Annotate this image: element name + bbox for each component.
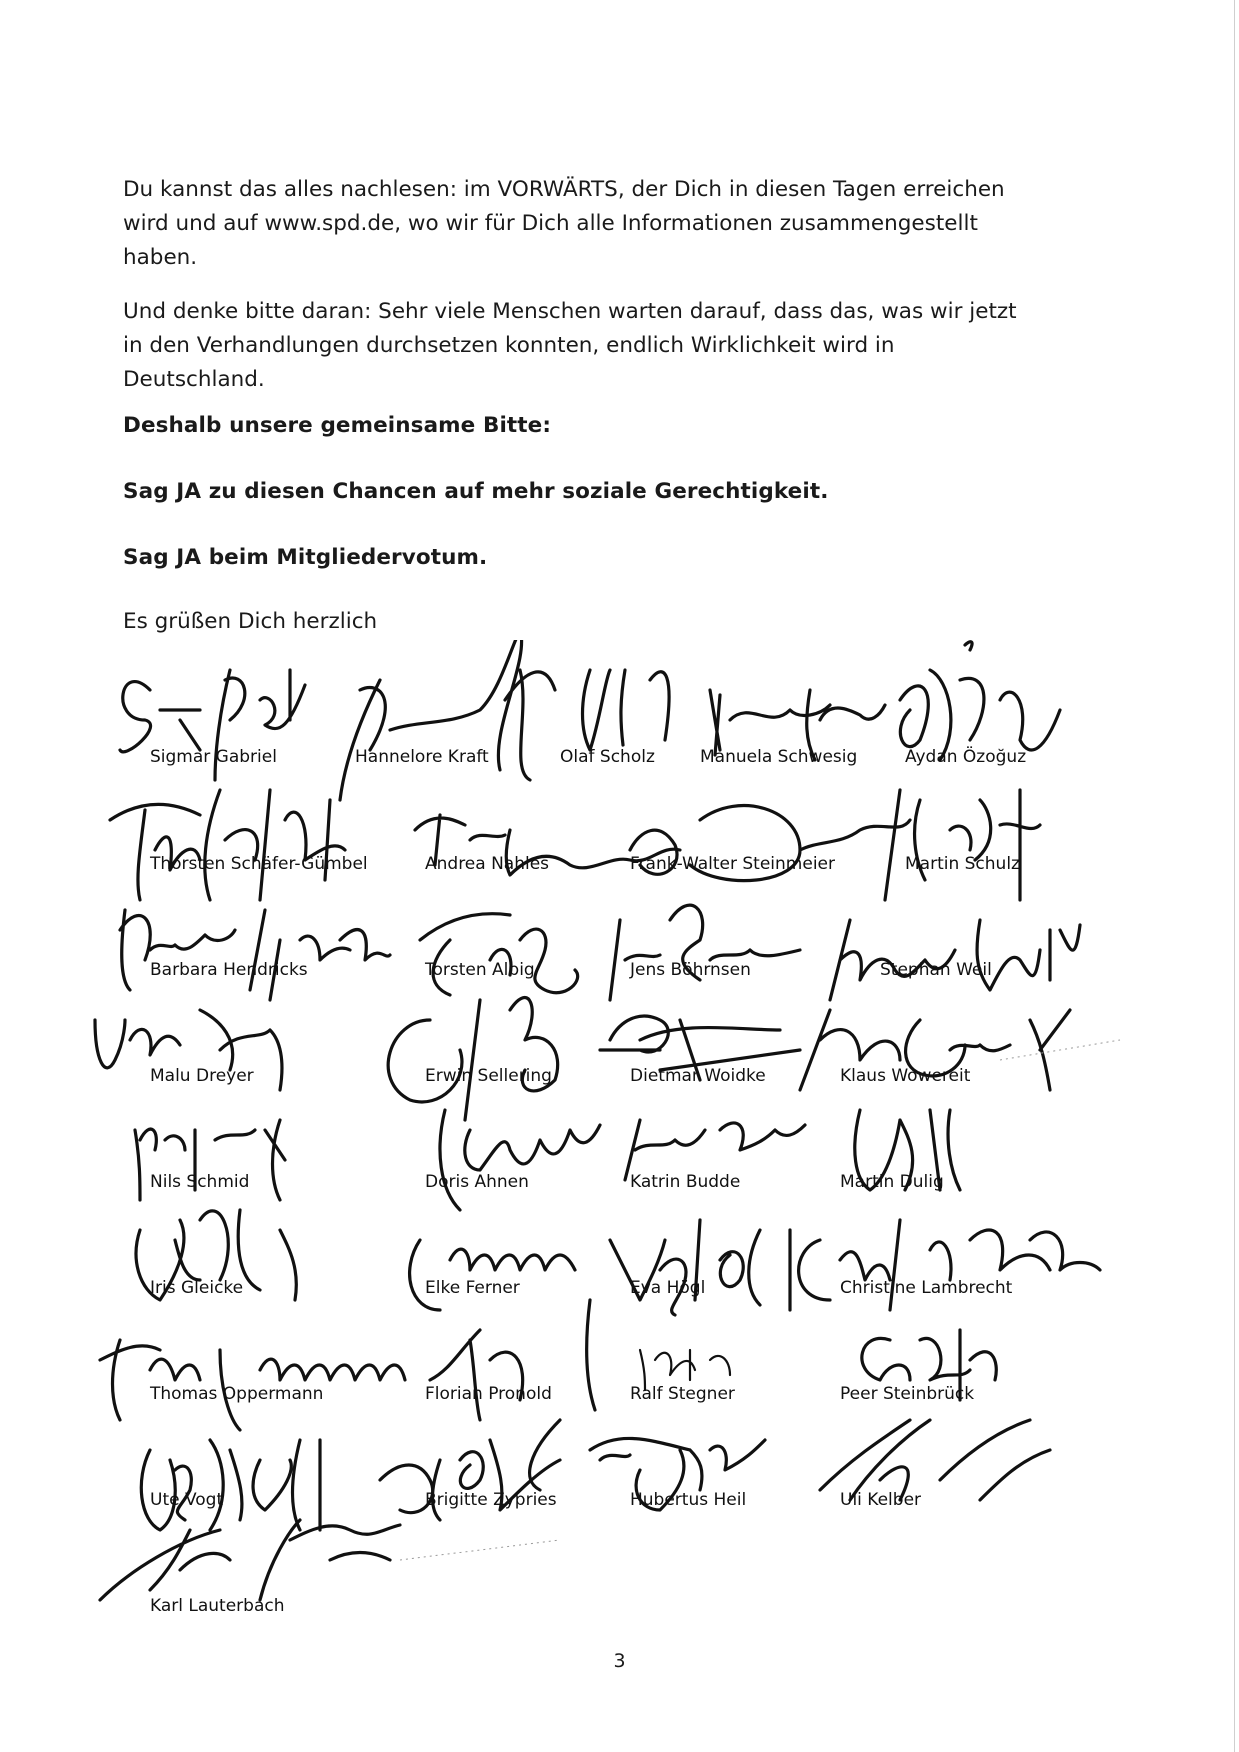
signatory-name: Ralf Stegner: [630, 1384, 735, 1404]
signatory-name: Aydan Özoğuz: [905, 747, 1027, 767]
signatory-name: Hubertus Heil: [630, 1490, 747, 1510]
signatory-name: Thorsten Schäfer-Gümbel: [150, 854, 368, 874]
signatory-name: Klaus Wowereit: [840, 1066, 971, 1086]
bold-chancen: Sag JA zu diesen Chancen auf mehr soziale Gerechtigkeit.: [123, 479, 829, 504]
signatory-name: Eva Högl: [630, 1278, 706, 1298]
signatory-name: Karl Lauterbach: [150, 1596, 285, 1616]
paragraph-vorwaerts: Du kannst das alles nachlesen: im VORWÄRTS, der Dich in diesen Tagen erreichen wird und auf www.spd.de, wo wir für Dich alle Informationen zusammengestellt haben.: [123, 177, 1005, 270]
signatory-name: Doris Ahnen: [425, 1172, 529, 1192]
signatory-name: Uli Kelber: [840, 1490, 922, 1510]
signatory-name: Christine Lambrecht: [840, 1278, 1013, 1298]
signatory-name: Thomas Oppermann: [150, 1384, 324, 1404]
signatory-name: Barbara Hendricks: [150, 960, 308, 980]
closing-line: Es grüßen Dich herzlich: [123, 609, 378, 634]
signatory-name: Sigmar Gabriel: [150, 747, 277, 767]
signatory-name: Nils Schmid: [150, 1172, 250, 1192]
bold-bitte: Deshalb unsere gemeinsame Bitte:: [123, 413, 552, 438]
signatory-name: Jens Böhrnsen: [630, 960, 751, 980]
signatory-name: Ute Vogt: [150, 1490, 224, 1510]
bold-mitgliedervotum: Sag JA beim Mitgliedervotum.: [123, 545, 488, 570]
signatory-name: Iris Gleicke: [150, 1278, 244, 1298]
paragraph-menschen: Und denke bitte daran: Sehr viele Menschen warten darauf, dass das, was wir jetzt in den Verhandlungen durchsetzen konnten, endlich Wirklichkeit wird in Deutschland.: [123, 299, 1017, 392]
signatory-name: Elke Ferner: [425, 1278, 520, 1298]
page-number: 3: [613, 1650, 626, 1672]
signatory-name: Andrea Nahles: [425, 854, 550, 874]
signature-block: [0, 640, 1239, 1640]
signatory-name: Martin Schulz: [905, 854, 1020, 874]
signatory-name: Martin Dulig: [840, 1172, 944, 1192]
signatory-name: Erwin Sellering: [425, 1066, 552, 1086]
signatory-name: Dietmar Woidke: [630, 1066, 766, 1086]
signatory-name: Katrin Budde: [630, 1172, 741, 1192]
signatory-name: Malu Dreyer: [150, 1066, 254, 1086]
signatory-name: Frank-Walter Steinmeier: [630, 854, 835, 874]
signatory-name: Torsten Albig: [425, 960, 535, 980]
signatory-name: Manuela Schwesig: [700, 747, 858, 767]
signatory-name: Peer Steinbrück: [840, 1384, 975, 1404]
signatory-name: Hannelore Kraft: [355, 747, 489, 767]
signatory-name: Olaf Scholz: [560, 747, 655, 767]
signatory-name: Florian Pronold: [425, 1384, 552, 1404]
signatory-name: Brigitte Zypries: [425, 1490, 557, 1510]
signatory-name: Stephan Weil: [880, 960, 992, 980]
